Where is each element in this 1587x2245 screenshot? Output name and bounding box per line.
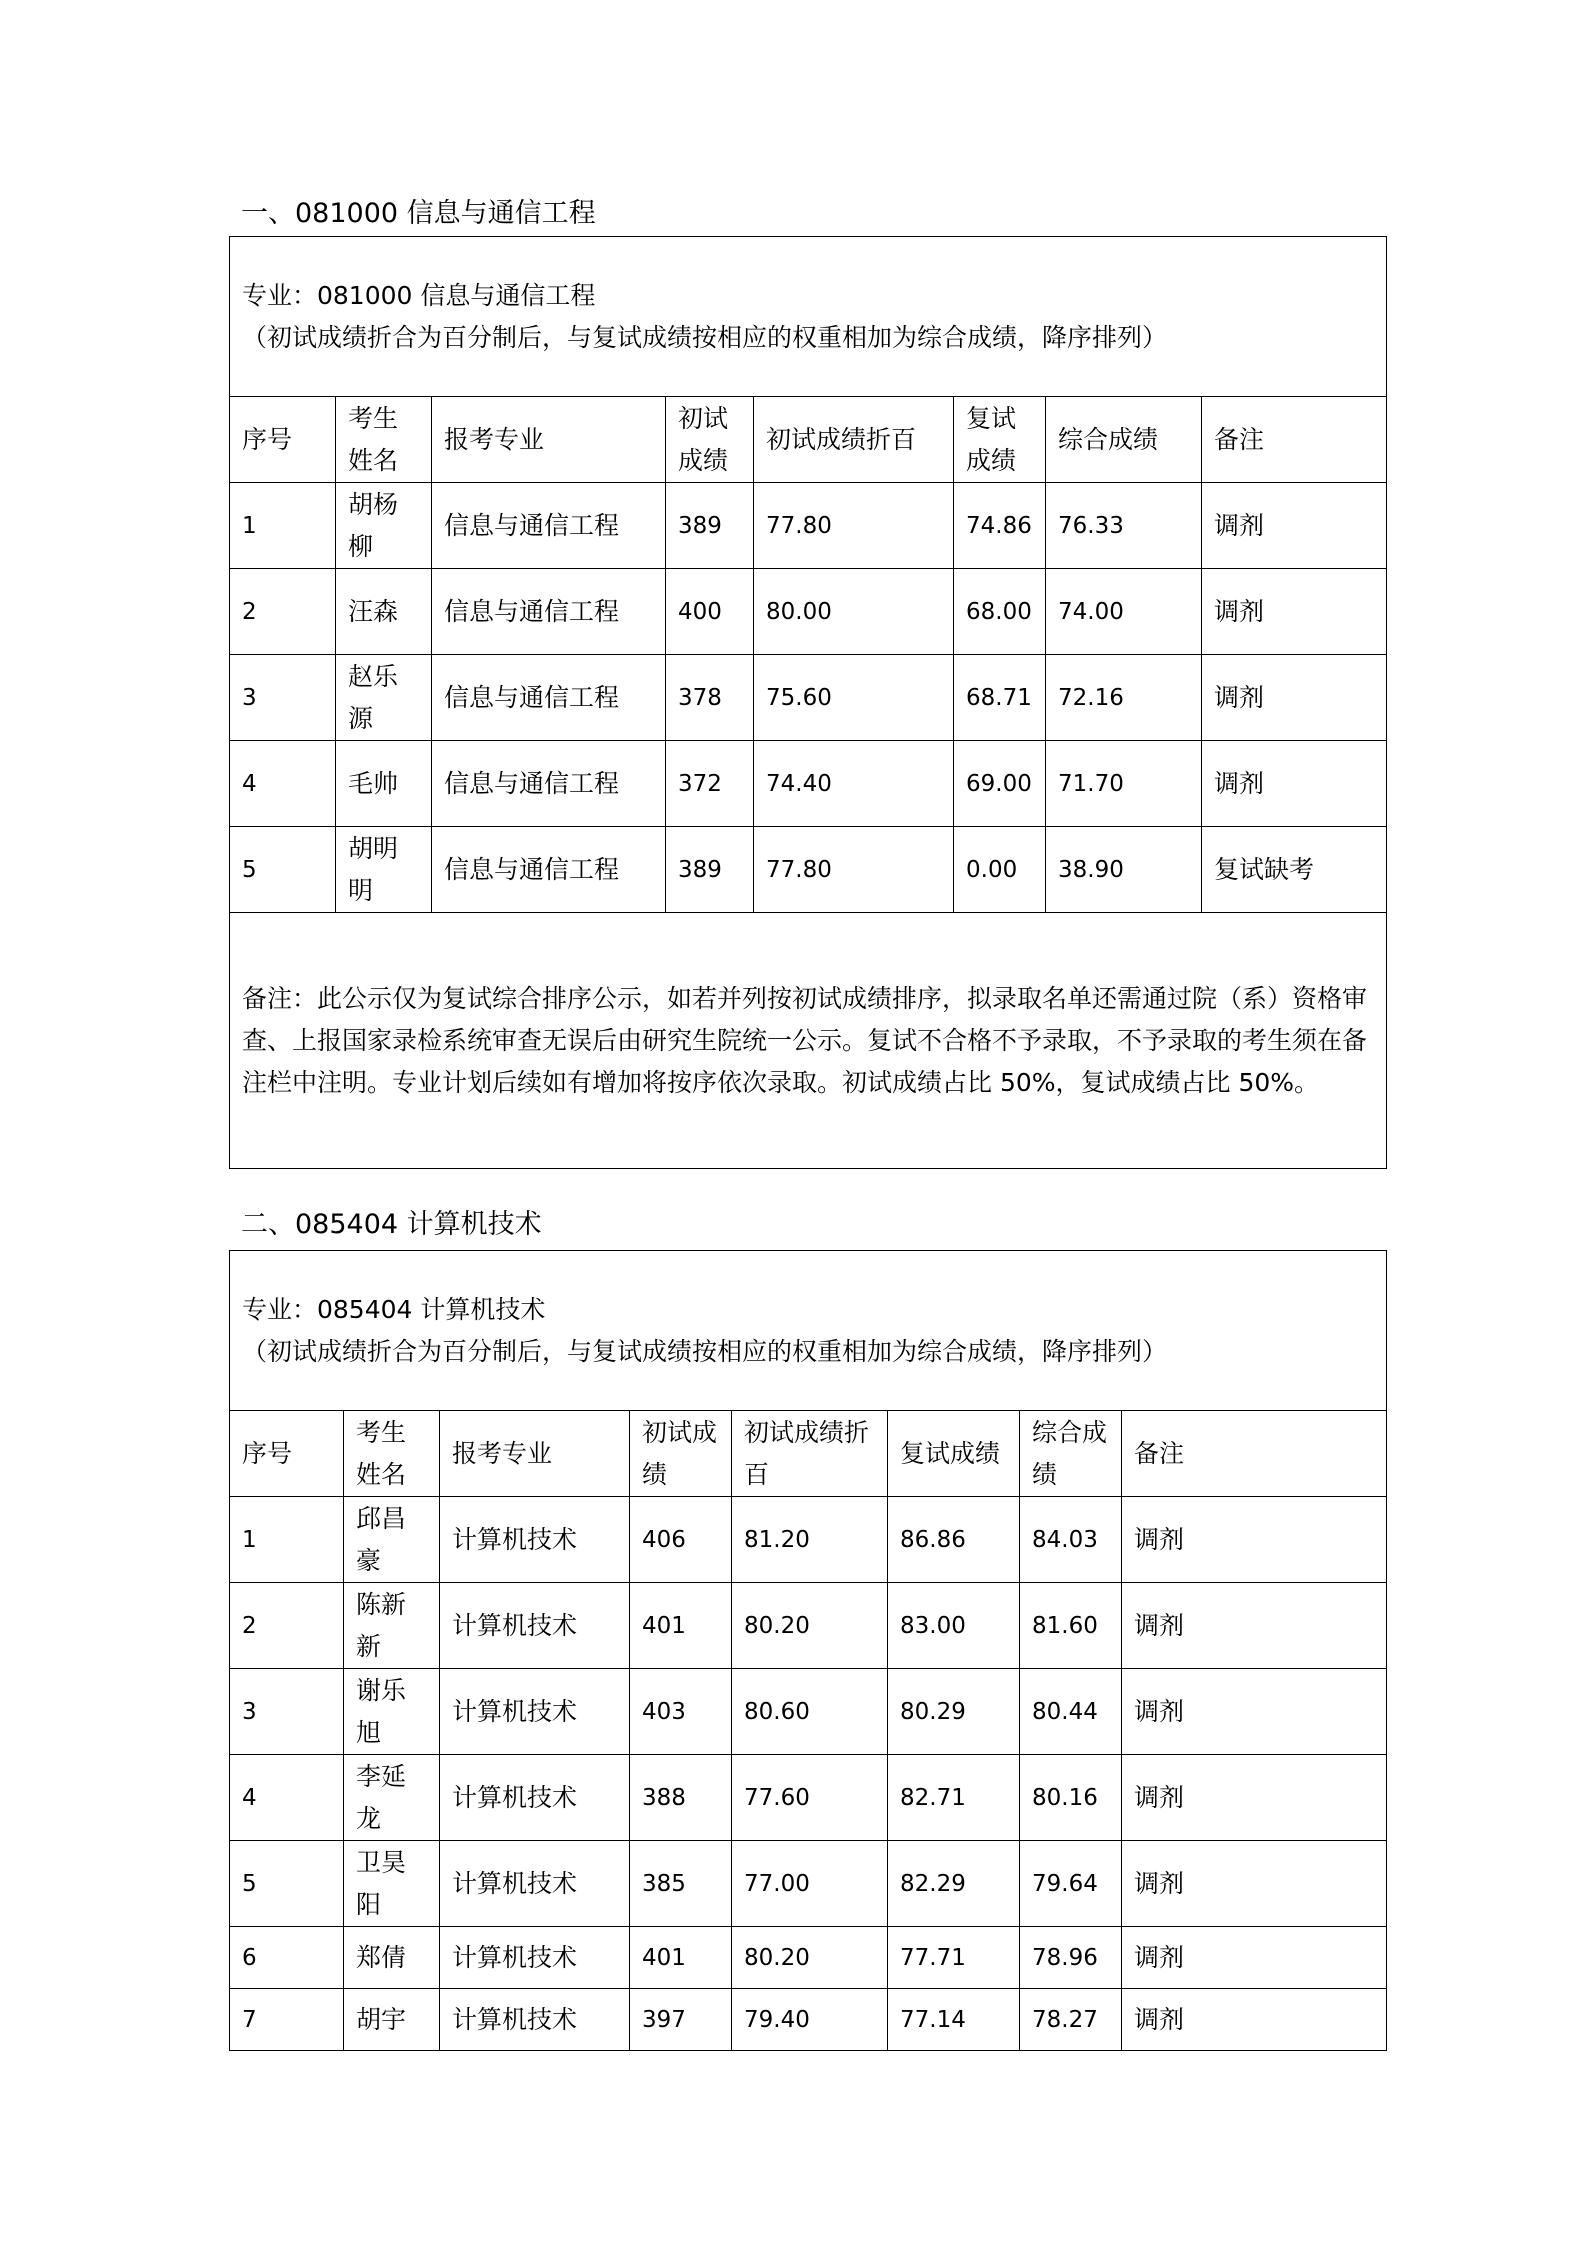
col-header-prelim-pct: 初试成绩折百: [732, 1411, 888, 1497]
cell-total: 78.27: [1020, 1989, 1122, 2051]
cell-major: 信息与通信工程: [432, 655, 666, 741]
cell-total: 80.16: [1020, 1755, 1122, 1841]
section-1-header-note: （初试成绩折合为百分制后，与复试成绩按相应的权重相加为综合成绩，降序排列）: [242, 322, 1168, 352]
cell-total: 78.96: [1020, 1927, 1122, 1989]
cell-total: 71.70: [1046, 741, 1202, 827]
cell-remark: 调剂: [1122, 1583, 1387, 1669]
cell-name: 胡杨柳: [336, 483, 432, 569]
cell-major: 计算机技术: [440, 1669, 630, 1755]
cell-prelim: 397: [630, 1989, 732, 2051]
cell-name: 谢乐旭: [344, 1669, 440, 1755]
cell-no: 7: [230, 1989, 344, 2051]
cell-no: 4: [230, 741, 336, 827]
col-header-major: 报考专业: [432, 397, 666, 483]
cell-major: 计算机技术: [440, 1497, 630, 1583]
cell-prelim-pct: 77.80: [754, 827, 954, 913]
section-1-table: [229, 236, 1387, 1169]
cell-prelim: 406: [630, 1497, 732, 1583]
section-2-table: [229, 1250, 1387, 2051]
section-1-header-cell: [230, 237, 1387, 397]
section-2-header-note: （初试成绩折合为百分制后，与复试成绩按相应的权重相加为综合成绩，降序排列）: [242, 1336, 1168, 1366]
cell-no: 6: [230, 1927, 344, 1989]
cell-retest: 86.86: [888, 1497, 1020, 1583]
col-header-name: 考生姓名: [336, 397, 432, 483]
cell-name: 汪森: [336, 569, 432, 655]
cell-retest: 68.71: [954, 655, 1046, 741]
cell-major: 计算机技术: [440, 1841, 630, 1927]
section-1-footnote: 备注：此公示仅为复试综合排序公示，如若并列按初试成绩排序，拟录取名单还需通过院（系）资格审查、上报国家录检系统审查无误后由研究生院统一公示。复试不合格不予录取，不予录取的考生须在备注栏中注明。专业计划后续如有增加将按序依次录取。初试成绩占比 50%，复试成绩占比 50%。: [230, 913, 1387, 1169]
col-header-remark: 备注: [1202, 397, 1387, 483]
cell-prelim: 372: [666, 741, 754, 827]
cell-total: 38.90: [1046, 827, 1202, 913]
cell-no: 3: [230, 1669, 344, 1755]
cell-total: 72.16: [1046, 655, 1202, 741]
table-row: [230, 741, 1387, 827]
cell-prelim-pct: 80.20: [732, 1927, 888, 1989]
cell-major: 信息与通信工程: [432, 741, 666, 827]
cell-total: 74.00: [1046, 569, 1202, 655]
section-2-header-cell: [230, 1251, 1387, 1411]
cell-remark: 调剂: [1202, 741, 1387, 827]
cell-major: 计算机技术: [440, 1583, 630, 1669]
cell-total: 81.60: [1020, 1583, 1122, 1669]
cell-total: 79.64: [1020, 1841, 1122, 1927]
cell-no: 4: [230, 1755, 344, 1841]
col-header-retest: 复试成绩: [888, 1411, 1020, 1497]
cell-prelim: 401: [630, 1927, 732, 1989]
cell-major: 计算机技术: [440, 1927, 630, 1989]
col-header-total: 综合成绩: [1020, 1411, 1122, 1497]
section-2-title: 二、085404 计算机技术: [241, 1209, 542, 1240]
table-row: [230, 569, 1387, 655]
cell-retest: 69.00: [954, 741, 1046, 827]
col-header-name: 考生姓名: [344, 1411, 440, 1497]
cell-name: 毛帅: [336, 741, 432, 827]
cell-no: 5: [230, 827, 336, 913]
cell-major: 计算机技术: [440, 1989, 630, 2051]
cell-prelim-pct: 80.20: [732, 1583, 888, 1669]
cell-retest: 77.71: [888, 1927, 1020, 1989]
cell-remark: 调剂: [1122, 1927, 1387, 1989]
cell-major: 信息与通信工程: [432, 483, 666, 569]
table-row: [230, 483, 1387, 569]
cell-prelim: 389: [666, 827, 754, 913]
cell-remark: 调剂: [1202, 655, 1387, 741]
cell-prelim: 388: [630, 1755, 732, 1841]
cell-prelim-pct: 75.60: [754, 655, 954, 741]
table-row: [230, 827, 1387, 913]
section-1-column-headers: [230, 397, 1387, 483]
table-row: [230, 1583, 1387, 1669]
cell-remark: 复试缺考: [1202, 827, 1387, 913]
cell-retest: 82.71: [888, 1755, 1020, 1841]
cell-name: 胡宇: [344, 1989, 440, 2051]
cell-prelim-pct: 80.60: [732, 1669, 888, 1755]
section-2-major-label: 专业：085404 计算机技术: [242, 1294, 546, 1324]
cell-name: 陈新新: [344, 1583, 440, 1669]
col-header-total: 综合成绩: [1046, 397, 1202, 483]
cell-remark: 调剂: [1122, 1989, 1387, 2051]
col-header-prelim: 初试成绩: [666, 397, 754, 483]
cell-prelim-pct: 77.60: [732, 1755, 888, 1841]
table-row: [230, 1755, 1387, 1841]
cell-retest: 74.86: [954, 483, 1046, 569]
cell-no: 2: [230, 569, 336, 655]
col-header-remark: 备注: [1122, 1411, 1387, 1497]
col-header-no: 序号: [230, 1411, 344, 1497]
cell-name: 赵乐源: [336, 655, 432, 741]
cell-prelim: 401: [630, 1583, 732, 1669]
cell-no: 5: [230, 1841, 344, 1927]
table-row: [230, 1989, 1387, 2051]
section-1-title: 一、081000 信息与通信工程: [241, 198, 596, 229]
cell-prelim: 378: [666, 655, 754, 741]
cell-major: 信息与通信工程: [432, 569, 666, 655]
cell-prelim-pct: 79.40: [732, 1989, 888, 2051]
cell-remark: 调剂: [1122, 1841, 1387, 1927]
cell-total: 80.44: [1020, 1669, 1122, 1755]
col-header-retest: 复试成绩: [954, 397, 1046, 483]
col-header-no: 序号: [230, 397, 336, 483]
table-row: [230, 1841, 1387, 1927]
cell-remark: 调剂: [1202, 483, 1387, 569]
cell-prelim: 389: [666, 483, 754, 569]
cell-prelim-pct: 77.00: [732, 1841, 888, 1927]
cell-retest: 77.14: [888, 1989, 1020, 2051]
cell-prelim: 403: [630, 1669, 732, 1755]
section-1-major-label: 专业：081000 信息与通信工程: [242, 280, 596, 310]
col-header-prelim-pct: 初试成绩折百: [754, 397, 954, 483]
table-row: [230, 1669, 1387, 1755]
cell-major: 计算机技术: [440, 1755, 630, 1841]
cell-name: 邱昌豪: [344, 1497, 440, 1583]
cell-name: 李延龙: [344, 1755, 440, 1841]
cell-remark: 调剂: [1122, 1497, 1387, 1583]
cell-major: 信息与通信工程: [432, 827, 666, 913]
cell-no: 1: [230, 483, 336, 569]
cell-no: 2: [230, 1583, 344, 1669]
cell-retest: 80.29: [888, 1669, 1020, 1755]
cell-no: 1: [230, 1497, 344, 1583]
cell-prelim-pct: 80.00: [754, 569, 954, 655]
section-2-column-headers: [230, 1411, 1387, 1497]
cell-total: 76.33: [1046, 483, 1202, 569]
table-row: [230, 1497, 1387, 1583]
col-header-prelim: 初试成绩: [630, 1411, 732, 1497]
cell-prelim-pct: 77.80: [754, 483, 954, 569]
cell-retest: 82.29: [888, 1841, 1020, 1927]
cell-retest: 0.00: [954, 827, 1046, 913]
cell-prelim: 400: [666, 569, 754, 655]
cell-remark: 调剂: [1122, 1755, 1387, 1841]
cell-name: 胡明明: [336, 827, 432, 913]
cell-name: 卫昊阳: [344, 1841, 440, 1927]
cell-prelim-pct: 74.40: [754, 741, 954, 827]
col-header-major: 报考专业: [440, 1411, 630, 1497]
cell-retest: 68.00: [954, 569, 1046, 655]
cell-total: 84.03: [1020, 1497, 1122, 1583]
cell-prelim: 385: [630, 1841, 732, 1927]
cell-name: 郑倩: [344, 1927, 440, 1989]
cell-retest: 83.00: [888, 1583, 1020, 1669]
cell-prelim-pct: 81.20: [732, 1497, 888, 1583]
table-row: [230, 655, 1387, 741]
cell-remark: 调剂: [1202, 569, 1387, 655]
cell-no: 3: [230, 655, 336, 741]
cell-remark: 调剂: [1122, 1669, 1387, 1755]
table-row: [230, 1927, 1387, 1989]
